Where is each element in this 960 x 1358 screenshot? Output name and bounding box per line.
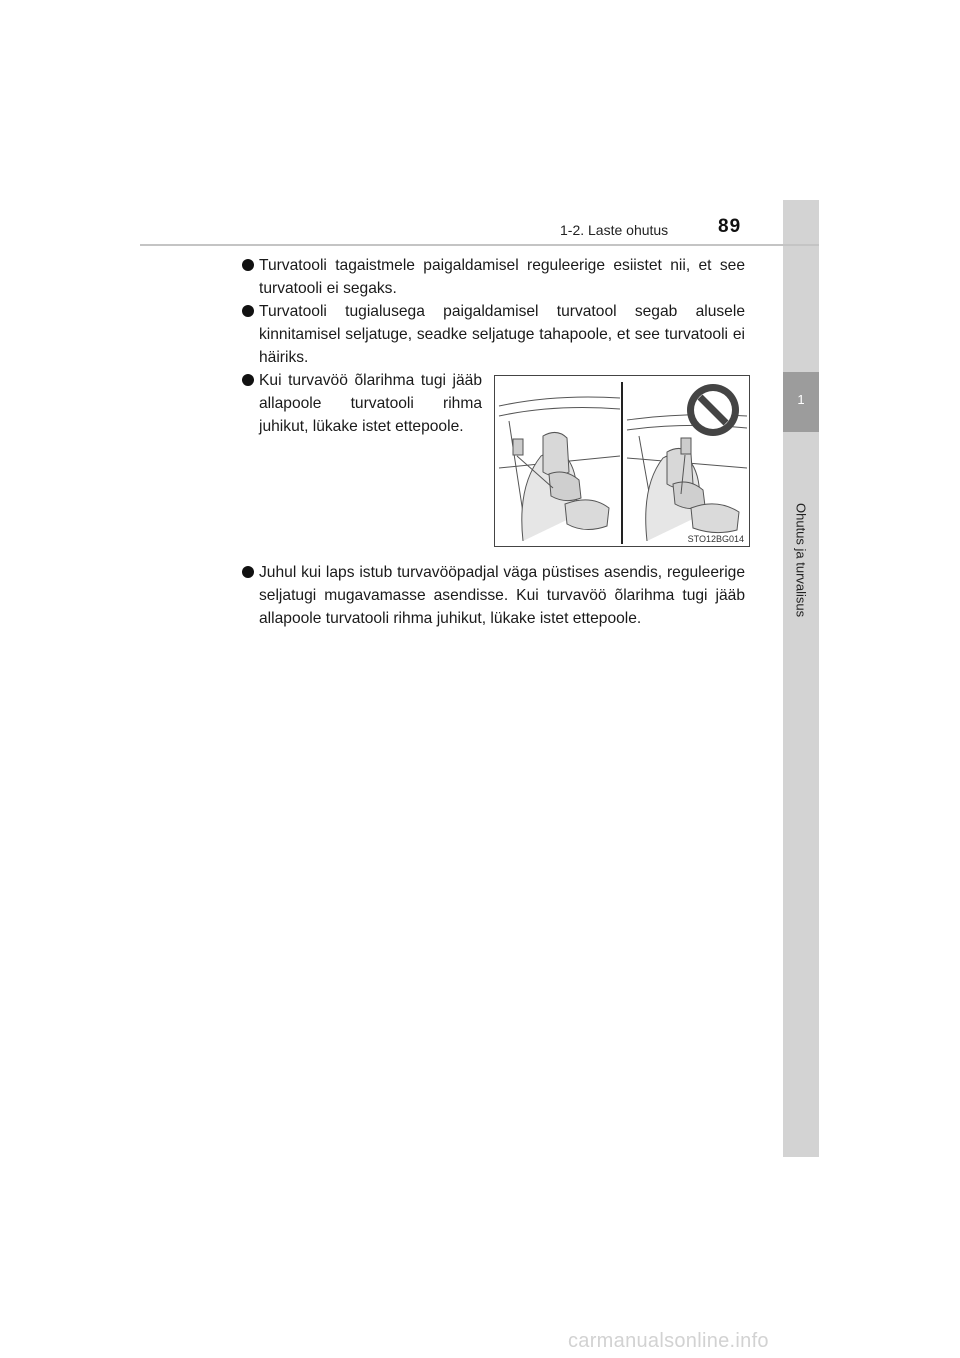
bullet-item bbox=[242, 254, 745, 300]
prohibited-icon bbox=[687, 384, 739, 436]
chapter-title: Ohutus ja turvalisus bbox=[793, 503, 809, 618]
bullet-dot bbox=[242, 259, 254, 271]
bullet-dot bbox=[242, 305, 254, 317]
bullet-item bbox=[242, 561, 745, 630]
figure-code: STO12BG014 bbox=[687, 534, 744, 544]
watermark: carmanualsonline.info bbox=[568, 1330, 769, 1352]
chapter-side-tab bbox=[783, 200, 819, 1157]
bullet-text: Juhul kui laps istub turvavööpadjal väga püstises asendis, reguleerige seljatugi mugavamasse asendisse. Kui turvavöö õlarihma tugi jääb allapoole turvatooli rihma juhikut, lükake istet ettepoole. bbox=[259, 564, 745, 627]
bullet-text: Turvatooli tugialusega paigaldamisel turvatool segab alusele kinnitamisel seljatuge, seadke seljatuge tahapoole, et see turvatooli ei häiriks. bbox=[259, 303, 745, 366]
left-panel-correct bbox=[499, 397, 620, 541]
child-seat-illustration bbox=[494, 375, 750, 547]
illustration-drawing bbox=[495, 376, 751, 548]
bullet-text: Kui turvavöö õlarihma tugi jääb allapoole turvatooli rihma juhikut, lükake istet ettepoole. bbox=[259, 372, 482, 435]
bullet-item bbox=[242, 369, 482, 438]
chapter-number: 1 bbox=[797, 392, 805, 407]
header-rule bbox=[140, 244, 819, 246]
right-panel-incorrect bbox=[627, 415, 747, 541]
section-title: 1-2. Laste ohutus bbox=[560, 222, 669, 238]
bullet-dot bbox=[242, 566, 254, 578]
bullet-item bbox=[242, 300, 745, 369]
page-number: 89 bbox=[718, 216, 742, 237]
bullet-text: Turvatooli tagaistmele paigaldamisel reguleerige esiistet nii, et see turvatooli ei segaks. bbox=[259, 257, 745, 297]
bullet-dot bbox=[242, 374, 254, 386]
